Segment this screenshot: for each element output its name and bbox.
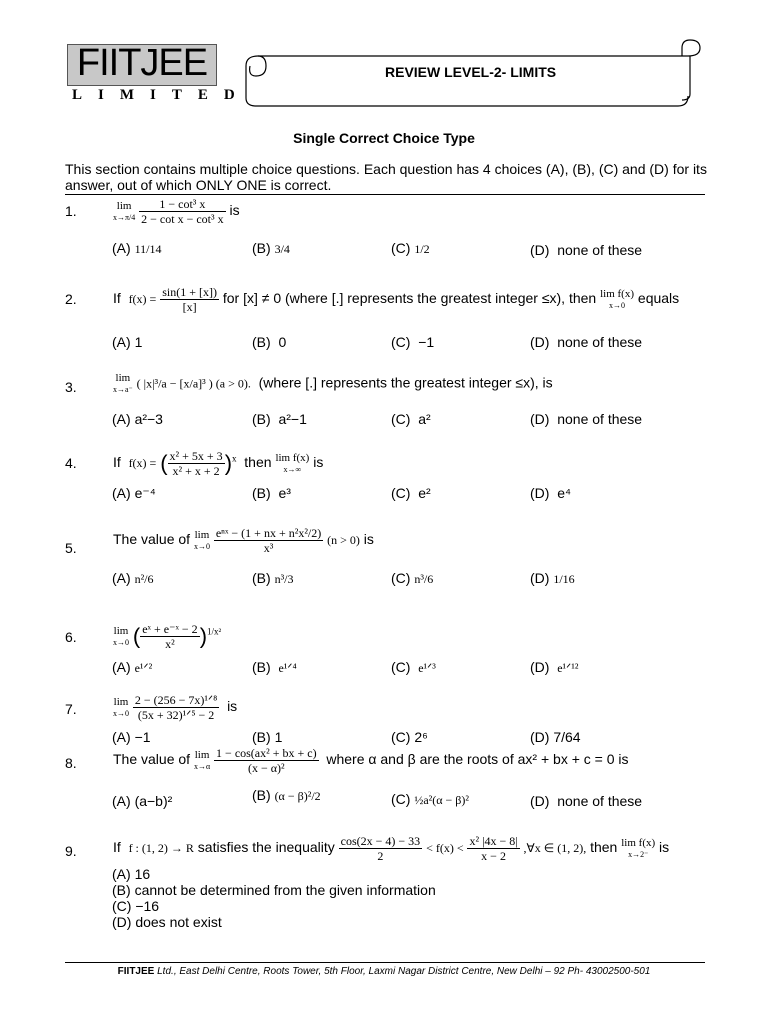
limit: lim x→π/4 xyxy=(113,199,136,222)
option-b: (B) 1 xyxy=(252,729,283,745)
logo-subtitle: LIMITED xyxy=(72,87,251,103)
option-c: (C) a² xyxy=(391,411,431,427)
question-number: 4. xyxy=(65,455,77,471)
question-number: 7. xyxy=(65,701,77,717)
option-b: (B) e¹ᐟ⁴ xyxy=(252,659,297,675)
question-number: 6. xyxy=(65,629,77,645)
question-3: lim x→a⁻ ( |x|³/a − [x/a]³ ) (a > 0). (where [.] represents the greatest integer ≤x), is xyxy=(113,372,553,394)
option-a: (A) (a−b)² xyxy=(112,793,173,809)
question-5: The value of lim x→0 $\frac{\text{eⁿˣ − (1 + nx + n²x²/2)}}{\text{x³}}$ (n > 0) is xyxy=(113,526,374,555)
question-number: 8. xyxy=(65,755,77,771)
option-c: (C) n³/6 xyxy=(391,570,434,586)
question-9: If f : (1, 2) → R satisfies the inequality $\frac{\cos(2x - 4) - 33}{2}$ < f(x) < $\frac{\text{x² |4x − 8|}}{x - 2}$ ,∀x ∈ (1, 2), then lim f(x) x→2⁻ is xyxy=(113,834,670,863)
option-c: (C) −16 xyxy=(112,898,160,914)
option-b: (B) cannot be determined from the given information xyxy=(112,882,436,898)
option-c: (C) −1 xyxy=(391,334,435,350)
option-b: (B) (α − β)²/2 xyxy=(252,787,321,803)
question-2: If f(x) = $\frac{\sin(1 + [x])}{[x]}$ for [x] ≠ 0 (where [.] represents the greatest integer ≤x), then lim f(x) x→0 equals xyxy=(113,285,680,314)
option-b: (B) 0 xyxy=(252,334,287,350)
question-6: lim x→0 ( $\frac{\text{eˣ + e⁻ˣ − 2}}{\text{x²}}$ )$^{1/x^2}$ xyxy=(113,622,222,651)
option-c: (C) e² xyxy=(391,485,431,501)
option-c: (C) 2⁶ xyxy=(391,729,428,745)
divider xyxy=(65,194,705,195)
question-number: 1. xyxy=(65,203,77,219)
question-number: 9. xyxy=(65,843,77,859)
option-d: (D) e⁴ xyxy=(530,485,572,501)
instructions: This section contains multiple choice questions. Each question has 4 choices (A), (B), (C) and (D) for its answer, out of which ONLY ONE is correct. xyxy=(65,161,707,193)
option-a: (A) 16 xyxy=(112,866,151,882)
question-8: The value of lim x→α $\frac{\text{1 − cos(ax² + bx + c)}}{\text{(x − α)²}}$ where α and β are the roots of ax² + bx + c = 0 is xyxy=(113,746,629,775)
question-number: 5. xyxy=(65,540,77,556)
option-a: (A) −1 xyxy=(112,729,151,745)
option-c: (C) e¹ᐟ³ xyxy=(391,659,436,675)
question-1: lim x→π/4 $\frac{\text{1 − cot³ x}}{\text{2 − cot x − cot³ x}}$ is xyxy=(113,197,240,226)
fraction: $\frac{\text{1 − cot³ x}}{\text{2 − cot x − cot³ x}}$ xyxy=(141,197,224,226)
option-d: (D) none of these xyxy=(530,334,643,350)
option-a: (A) 11/14 xyxy=(112,240,162,256)
option-d: (D) 1/16 xyxy=(530,570,575,586)
question-number: 3. xyxy=(65,379,77,395)
question-7: lim x→0 $\frac{\text{2 − (256 − 7x)¹ᐟ⁸}}{\text{(5x + 32)¹ᐟ⁵ − 2}}$ is xyxy=(113,693,238,722)
page-title: REVIEW LEVEL-2- LIMITS xyxy=(385,64,557,80)
option-d: (D) none of these xyxy=(530,411,643,427)
section-title: Single Correct Choice Type xyxy=(293,130,475,146)
option-b: (B) a²−1 xyxy=(252,411,307,427)
option-d: (D) 7/64 xyxy=(530,729,581,745)
option-a: (A) a²−3 xyxy=(112,411,163,427)
option-c: (C) 1/2 xyxy=(391,240,430,256)
option-d: (D) e¹ᐟ¹² xyxy=(530,659,579,675)
option-a: (A) e⁻⁴ xyxy=(112,485,156,501)
option-a: (A) e¹ᐟ² xyxy=(112,659,153,675)
option-a: (A) 1 xyxy=(112,334,143,350)
footer-divider xyxy=(65,962,705,963)
option-b: (B) 3/4 xyxy=(252,240,290,256)
question-4: If f(x) = ( $\frac{\text{x² + 5x + 3}}{\text{x² + x + 2}}$ )$^x$ then lim f(x) x→∞ is xyxy=(113,449,324,478)
option-d: (D) none of these xyxy=(530,793,643,809)
option-d: (D) none of these xyxy=(530,242,643,258)
logo: FIITJEE xyxy=(76,42,208,84)
option-b: (B) e³ xyxy=(252,485,291,501)
option-d: (D) does not exist xyxy=(112,914,222,930)
option-c: (C) ½a²(α − β)² xyxy=(391,791,470,807)
footer: FIITJEE Ltd., East Delhi Centre, Roots Tower, 5th Floor, Laxmi Nagar District Centre, New Delhi – 92 Ph- 43002500-501 xyxy=(117,966,651,977)
option-b: (B) n³/3 xyxy=(252,570,294,586)
question-number: 2. xyxy=(65,291,77,307)
option-a: (A) n²/6 xyxy=(112,570,154,586)
